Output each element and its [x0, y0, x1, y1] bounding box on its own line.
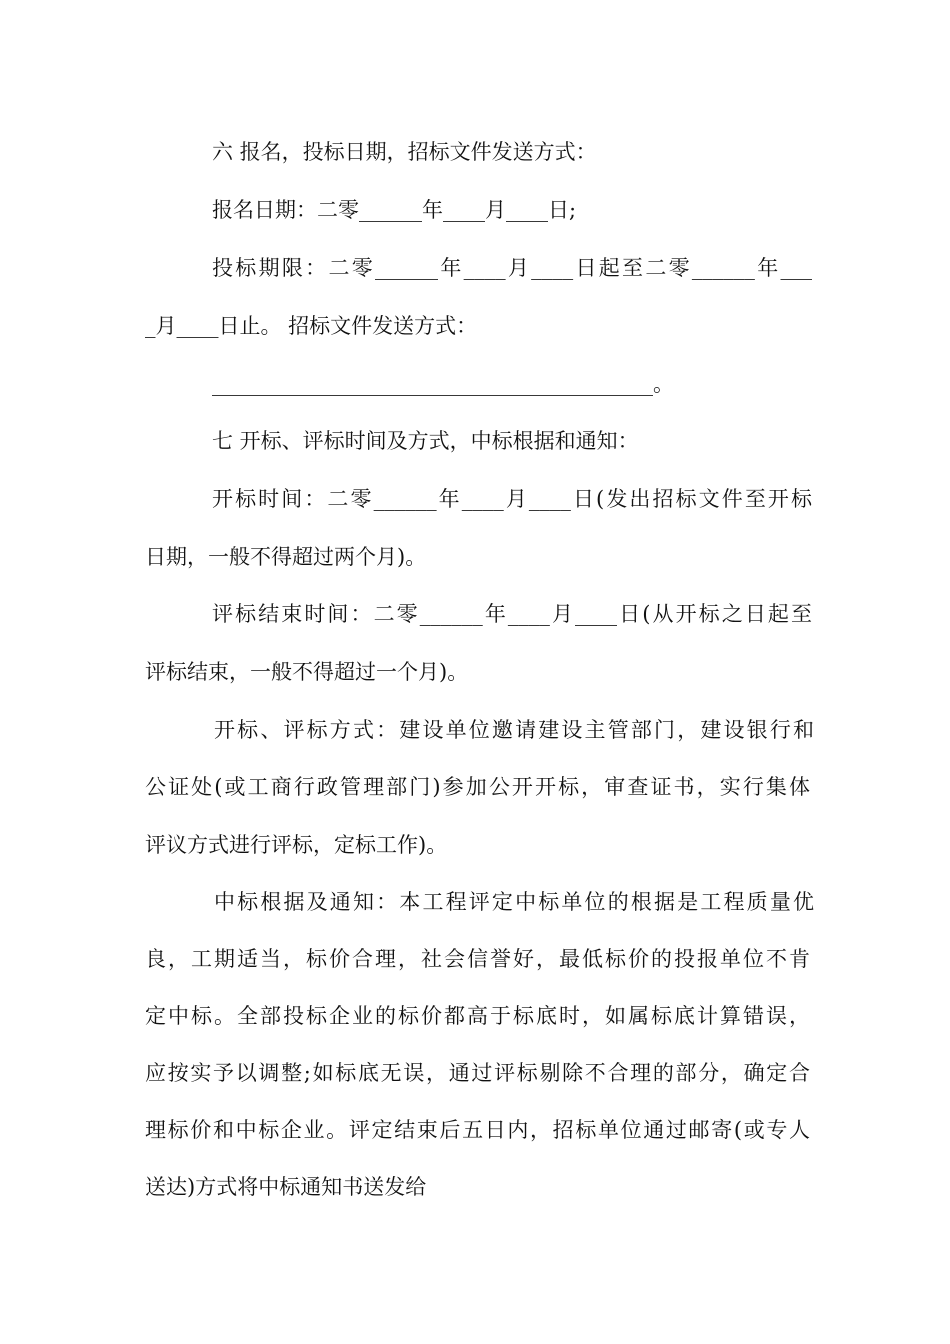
- award-basis-paragraph-line-1: 中标根据及通知：本工程评定中标单位的根据是工程质量优: [214, 890, 814, 914]
- opening-method-paragraph-line-1: 开标、评标方式：建设单位邀请建设主管部门，建设银行和: [214, 718, 814, 742]
- award-basis-paragraph-line-2: 良，工期适当，标价合理，社会信誉好，最低标价的投报单位不肯: [145, 947, 810, 971]
- delivery-method-blank-line: __________________________________________。: [212, 372, 674, 396]
- opening-method-paragraph-line-3: 评议方式进行评标，定标工作)。: [145, 833, 448, 857]
- section-heading-registration: 六 报名，投标日期，招标文件发送方式：: [212, 140, 597, 164]
- opening-time-line: 开标时间：二零______年____月____日(发出招标文件至开标: [212, 487, 812, 511]
- opening-method-paragraph-line-2: 公证处(或工商行政管理部门)参加公开开标，审查证书，实行集体: [145, 775, 810, 799]
- award-basis-paragraph-line-4: 应按实予以调整;如标底无误，通过评标剔除不合理的部分，确定合: [145, 1061, 810, 1085]
- bidding-period-continued-line: _月____日止。 招标文件发送方式：: [145, 314, 478, 338]
- section-heading-opening: 七 开标、评标时间及方式，中标根据和通知：: [212, 429, 639, 453]
- opening-time-continued-line: 日期，一般不得超过两个月)。: [145, 545, 427, 569]
- registration-date-line: 报名日期：二零______年____月____日;: [212, 198, 577, 222]
- bidding-period-line: 投标期限：二零______年____月____日起至二零______年___: [212, 256, 812, 280]
- evaluation-end-line: 评标结束时间：二零______年____月____日(从开标之日起至: [212, 602, 812, 626]
- award-basis-paragraph-line-6: 送达)方式将中标通知书送发给: [145, 1175, 427, 1199]
- award-basis-paragraph-line-5: 理标价和中标企业。评定结束后五日内，招标单位通过邮寄(或专人: [145, 1118, 810, 1142]
- evaluation-end-continued-line: 评标结束，一般不得超过一个月)。: [145, 660, 469, 684]
- award-basis-paragraph-line-3: 定中标。全部投标企业的标价都高于标底时，如属标底计算错误，: [145, 1004, 810, 1028]
